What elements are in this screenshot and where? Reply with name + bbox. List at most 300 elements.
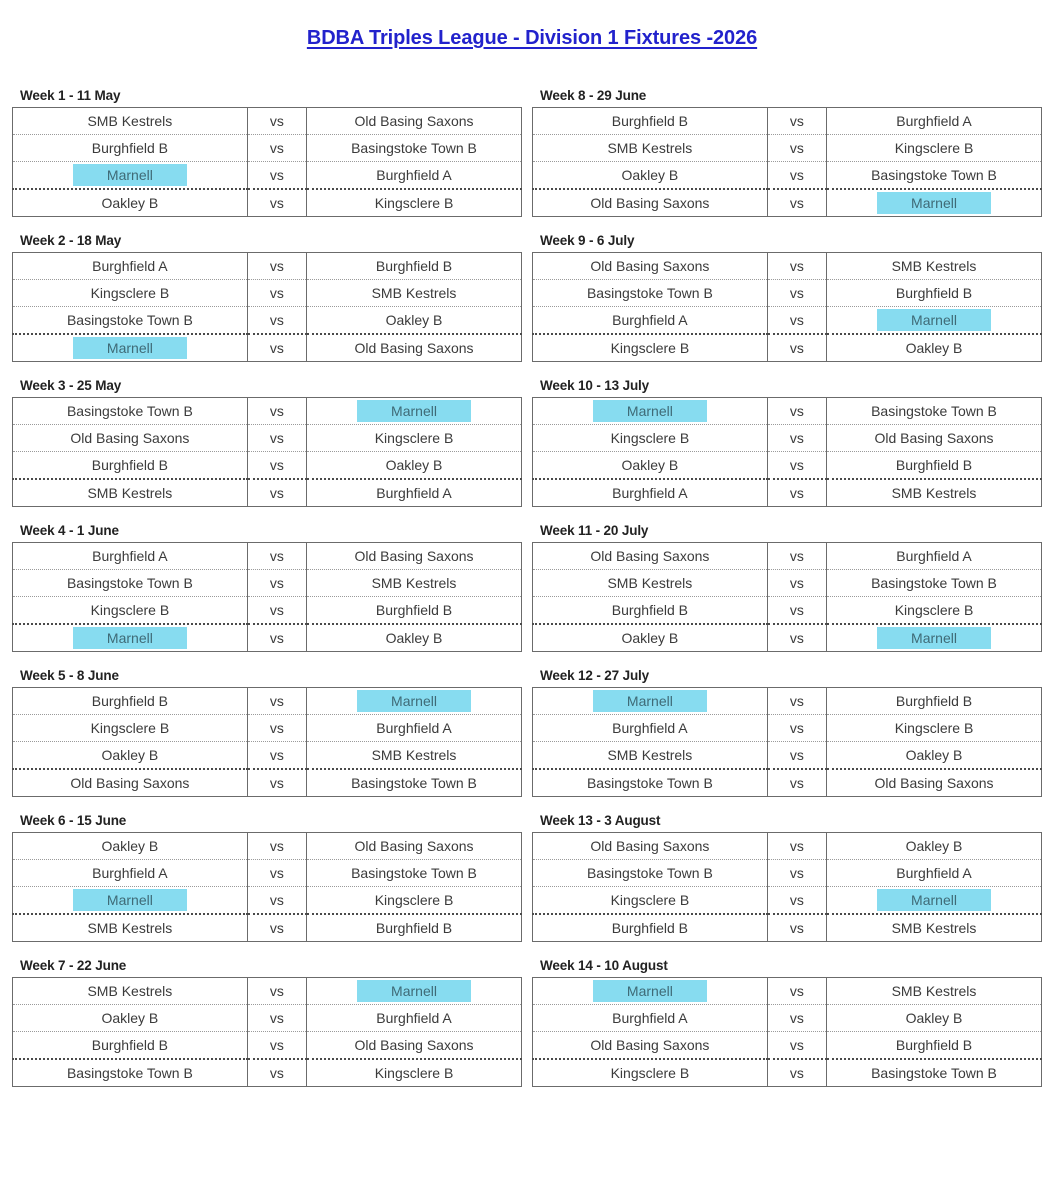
versus-cell: vs [767, 914, 826, 942]
team-label: SMB Kestrels [371, 747, 457, 763]
fixture-row [533, 570, 1042, 597]
versus-cell: vs [247, 624, 306, 652]
fixture-row [13, 452, 522, 480]
fixture-row [533, 108, 1042, 135]
fixture-row [533, 769, 1042, 797]
versus-cell: vs [247, 833, 306, 860]
team-label: Oakley B [621, 630, 679, 646]
away-team-cell [827, 978, 1042, 1005]
home-team-cell [13, 108, 248, 135]
team-label: Burghfield A [92, 548, 168, 564]
team-label: Burghfield A [612, 485, 688, 501]
away-team-cell [307, 1032, 522, 1060]
team-label: SMB Kestrels [87, 485, 173, 501]
away-team-cell [827, 860, 1042, 887]
team-label: Basingstoke Town B [66, 403, 193, 419]
week-heading: Week 13 - 3 August [540, 813, 661, 828]
home-team-cell [533, 914, 768, 942]
versus-cell: vs [247, 978, 306, 1005]
team-label: Burghfield B [895, 693, 973, 709]
fixture-row [13, 570, 522, 597]
fixture-row [533, 1059, 1042, 1087]
versus-cell: vs [247, 860, 306, 887]
versus-cell: vs [767, 1032, 826, 1060]
team-label: Oakley B [905, 1010, 963, 1026]
team-label: Kingsclere B [90, 285, 170, 301]
away-team-cell [307, 253, 522, 280]
versus-cell: vs [247, 715, 306, 742]
away-team-cell [307, 162, 522, 190]
highlighted-team-label: Marnell [357, 980, 471, 1002]
team-label: Basingstoke Town B [586, 865, 713, 881]
week-heading: Week 12 - 27 July [540, 668, 650, 683]
week-fixture-table [532, 397, 1042, 507]
week-heading: Week 3 - 25 May [20, 378, 122, 393]
team-label: Burghfield B [375, 602, 453, 618]
fixture-row [533, 715, 1042, 742]
team-label: Basingstoke Town B [351, 775, 477, 791]
fixture-row [13, 833, 522, 860]
team-label: SMB Kestrels [87, 920, 173, 936]
week-heading: Week 1 - 11 May [20, 88, 121, 103]
home-team-cell [13, 978, 248, 1005]
versus-cell: vs [247, 543, 306, 570]
away-team-cell [307, 769, 522, 797]
week-fixture-table [532, 977, 1042, 1087]
home-team-cell [13, 334, 248, 362]
versus-cell: vs [247, 570, 306, 597]
team-label: Old Basing Saxons [590, 548, 710, 564]
team-label: Burghfield A [376, 167, 452, 183]
team-label: Kingsclere B [374, 1065, 454, 1081]
fixture-row [13, 914, 522, 942]
team-label: Basingstoke Town B [586, 775, 713, 791]
team-label: Burghfield B [91, 693, 169, 709]
home-team-cell [533, 452, 768, 480]
week-fixture-table [12, 542, 522, 652]
away-team-cell [827, 769, 1042, 797]
away-team-cell [827, 334, 1042, 362]
home-team-cell [533, 1032, 768, 1060]
versus-cell: vs [247, 253, 306, 280]
versus-cell: vs [247, 334, 306, 362]
week-fixture-table [12, 977, 522, 1087]
team-label: Old Basing Saxons [590, 838, 710, 854]
home-team-cell [13, 860, 248, 887]
home-team-cell [13, 833, 248, 860]
versus-cell: vs [247, 769, 306, 797]
home-team-cell [13, 742, 248, 770]
team-label: Burghfield A [92, 258, 168, 274]
highlighted-team-label: Marnell [593, 400, 707, 422]
fixture-row [533, 688, 1042, 715]
away-team-cell [827, 597, 1042, 625]
home-team-cell [533, 715, 768, 742]
team-label: Kingsclere B [894, 720, 974, 736]
home-team-cell [533, 887, 768, 915]
team-label: SMB Kestrels [607, 747, 693, 763]
team-label: Burghfield B [375, 920, 453, 936]
versus-cell: vs [767, 860, 826, 887]
home-team-cell [13, 253, 248, 280]
team-label: Burghfield A [376, 1010, 452, 1026]
team-label: SMB Kestrels [891, 920, 977, 936]
team-label: Burghfield B [611, 602, 689, 618]
team-label: Burghfield A [376, 720, 452, 736]
team-label: Kingsclere B [374, 430, 454, 446]
team-label: Oakley B [621, 167, 679, 183]
week-fixture-table [12, 397, 522, 507]
fixture-row [533, 425, 1042, 452]
highlighted-team-label: Marnell [357, 400, 471, 422]
week-block [12, 958, 522, 1087]
home-team-cell [533, 398, 768, 425]
away-team-cell [827, 715, 1042, 742]
fixture-row [13, 108, 522, 135]
home-team-cell [13, 189, 248, 217]
fixture-row [533, 833, 1042, 860]
team-label: Basingstoke Town B [351, 140, 477, 156]
versus-cell: vs [767, 280, 826, 307]
home-team-cell [13, 1005, 248, 1032]
home-team-cell [533, 189, 768, 217]
fixture-row [13, 280, 522, 307]
team-label: Basingstoke Town B [871, 575, 997, 591]
fixture-row [13, 479, 522, 507]
team-label: SMB Kestrels [87, 113, 173, 129]
team-label: Old Basing Saxons [354, 838, 474, 854]
fixture-row [13, 688, 522, 715]
versus-cell: vs [767, 978, 826, 1005]
team-label: Oakley B [385, 312, 443, 328]
team-label: Old Basing Saxons [70, 775, 190, 791]
away-team-cell [307, 1005, 522, 1032]
home-team-cell [533, 1059, 768, 1087]
fixture-row [13, 253, 522, 280]
week-block [12, 523, 522, 652]
team-label: Kingsclere B [90, 602, 170, 618]
fixture-row [533, 978, 1042, 1005]
week-block [12, 378, 522, 507]
versus-cell: vs [247, 887, 306, 915]
team-label: Basingstoke Town B [66, 575, 193, 591]
home-team-cell [13, 769, 248, 797]
home-team-cell [13, 1059, 248, 1087]
versus-cell: vs [767, 253, 826, 280]
team-label: Oakley B [101, 747, 159, 763]
home-team-cell [533, 425, 768, 452]
week-block [12, 668, 522, 797]
home-team-cell [13, 425, 248, 452]
versus-cell: vs [767, 135, 826, 162]
fixture-row [13, 307, 522, 335]
fixture-row [533, 914, 1042, 942]
team-label: Old Basing Saxons [874, 430, 994, 446]
week-heading: Week 14 - 10 August [540, 958, 668, 973]
fixture-row [13, 1005, 522, 1032]
team-label: Burghfield A [612, 720, 688, 736]
fixture-row [533, 135, 1042, 162]
week-heading: Week 2 - 18 May [20, 233, 122, 248]
home-team-cell [533, 543, 768, 570]
home-team-cell [533, 688, 768, 715]
versus-cell: vs [247, 742, 306, 770]
away-team-cell [827, 425, 1042, 452]
home-team-cell [13, 624, 248, 652]
team-label: Oakley B [101, 195, 159, 211]
away-team-cell [307, 189, 522, 217]
team-label: Kingsclere B [894, 602, 974, 618]
team-label: SMB Kestrels [371, 575, 457, 591]
away-team-cell [307, 452, 522, 480]
team-label: Oakley B [905, 340, 963, 356]
away-team-cell [827, 280, 1042, 307]
away-team-cell [827, 189, 1042, 217]
team-label: Kingsclere B [610, 340, 690, 356]
away-team-cell [827, 253, 1042, 280]
versus-cell: vs [247, 398, 306, 425]
week-block [532, 233, 1042, 362]
home-team-cell [533, 280, 768, 307]
highlighted-team-label: Marnell [877, 192, 991, 214]
week-fixture-table [12, 107, 522, 217]
away-team-cell [827, 887, 1042, 915]
away-team-cell [307, 307, 522, 335]
fixture-row [13, 543, 522, 570]
versus-cell: vs [247, 162, 306, 190]
week-fixture-table [12, 832, 522, 942]
team-label: Oakley B [101, 838, 159, 854]
versus-cell: vs [767, 108, 826, 135]
versus-cell: vs [767, 742, 826, 770]
fixture-row [13, 162, 522, 190]
versus-cell: vs [247, 108, 306, 135]
home-team-cell [533, 978, 768, 1005]
week-block [532, 958, 1042, 1087]
home-team-cell [13, 307, 248, 335]
team-label: Basingstoke Town B [871, 403, 997, 419]
away-team-cell [307, 597, 522, 625]
week-block [532, 88, 1042, 217]
highlighted-team-label: Marnell [593, 690, 707, 712]
home-team-cell [533, 108, 768, 135]
versus-cell: vs [767, 597, 826, 625]
team-label: SMB Kestrels [87, 983, 173, 999]
away-team-cell [827, 1005, 1042, 1032]
away-team-cell [307, 715, 522, 742]
away-team-cell [827, 688, 1042, 715]
highlighted-team-label: Marnell [877, 309, 991, 331]
home-team-cell [533, 597, 768, 625]
home-team-cell [13, 452, 248, 480]
away-team-cell [307, 479, 522, 507]
fixture-row [533, 307, 1042, 335]
week-fixture-table [532, 832, 1042, 942]
home-team-cell [13, 1032, 248, 1060]
week-heading: Week 4 - 1 June [20, 523, 119, 538]
away-team-cell [307, 860, 522, 887]
team-label: SMB Kestrels [371, 285, 457, 301]
fixture-row [533, 479, 1042, 507]
team-label: SMB Kestrels [891, 983, 977, 999]
home-team-cell [13, 135, 248, 162]
team-label: Burghfield B [895, 457, 973, 473]
fixture-row [13, 425, 522, 452]
home-team-cell [533, 1005, 768, 1032]
versus-cell: vs [247, 914, 306, 942]
fixture-row [13, 135, 522, 162]
fixture-row [533, 624, 1042, 652]
home-team-cell [13, 914, 248, 942]
home-team-cell [13, 597, 248, 625]
versus-cell: vs [247, 479, 306, 507]
away-team-cell [827, 162, 1042, 190]
team-label: Old Basing Saxons [590, 258, 710, 274]
week-heading: Week 5 - 8 June [20, 668, 119, 683]
highlighted-team-label: Marnell [73, 337, 187, 359]
highlighted-team-label: Marnell [877, 889, 991, 911]
fixtures-grid [0, 88, 1064, 1103]
week-block [12, 813, 522, 942]
week-fixture-table [532, 252, 1042, 362]
versus-cell: vs [247, 1059, 306, 1087]
away-team-cell [307, 334, 522, 362]
team-label: Burghfield A [896, 113, 972, 129]
away-team-cell [307, 978, 522, 1005]
team-label: Burghfield A [376, 485, 452, 501]
home-team-cell [533, 624, 768, 652]
team-label: Oakley B [385, 630, 443, 646]
away-team-cell [307, 398, 522, 425]
week-heading: Week 8 - 29 June [540, 88, 647, 103]
team-label: Burghfield A [896, 865, 972, 881]
week-block [532, 813, 1042, 942]
home-team-cell [13, 280, 248, 307]
team-label: Burghfield B [611, 920, 689, 936]
fixture-row [13, 334, 522, 362]
team-label: Basingstoke Town B [871, 167, 997, 183]
versus-cell: vs [247, 452, 306, 480]
versus-cell: vs [767, 769, 826, 797]
home-team-cell [13, 570, 248, 597]
away-team-cell [827, 135, 1042, 162]
team-label: Oakley B [385, 457, 443, 473]
home-team-cell [533, 334, 768, 362]
fixture-row [533, 452, 1042, 480]
away-team-cell [307, 742, 522, 770]
week-heading: Week 7 - 22 June [20, 958, 127, 973]
away-team-cell [307, 570, 522, 597]
fixture-row [13, 1059, 522, 1087]
fixture-row [533, 742, 1042, 770]
highlighted-team-label: Marnell [877, 627, 991, 649]
home-team-cell [533, 570, 768, 597]
away-team-cell [827, 570, 1042, 597]
team-label: Old Basing Saxons [70, 430, 190, 446]
fixture-row [13, 860, 522, 887]
away-team-cell [827, 108, 1042, 135]
team-label: Old Basing Saxons [590, 195, 710, 211]
fixture-row [533, 860, 1042, 887]
fixture-row [13, 398, 522, 425]
versus-cell: vs [247, 307, 306, 335]
team-label: Old Basing Saxons [354, 340, 474, 356]
home-team-cell [13, 715, 248, 742]
home-team-cell [13, 398, 248, 425]
fixture-row [533, 280, 1042, 307]
away-team-cell [827, 479, 1042, 507]
week-fixture-table [532, 687, 1042, 797]
fixture-row [533, 1005, 1042, 1032]
away-team-cell [827, 1032, 1042, 1060]
home-team-cell [13, 887, 248, 915]
team-label: Basingstoke Town B [871, 1065, 997, 1081]
team-label: Oakley B [621, 457, 679, 473]
highlighted-team-label: Marnell [357, 690, 471, 712]
team-label: Burghfield A [612, 312, 688, 328]
home-team-cell [13, 162, 248, 190]
away-team-cell [307, 543, 522, 570]
team-label: Burghfield A [896, 548, 972, 564]
team-label: Burghfield B [91, 457, 169, 473]
week-block [12, 233, 522, 362]
team-label: Burghfield B [611, 113, 689, 129]
home-team-cell [533, 253, 768, 280]
fixture-row [13, 887, 522, 915]
week-block [12, 88, 522, 217]
home-team-cell [533, 162, 768, 190]
away-team-cell [307, 1059, 522, 1087]
versus-cell: vs [247, 1005, 306, 1032]
week-fixture-table [532, 107, 1042, 217]
versus-cell: vs [247, 597, 306, 625]
week-heading: Week 11 - 20 July [540, 523, 649, 538]
home-team-cell [533, 479, 768, 507]
versus-cell: vs [767, 570, 826, 597]
versus-cell: vs [767, 833, 826, 860]
home-team-cell [533, 833, 768, 860]
team-label: Oakley B [905, 747, 963, 763]
week-heading: Week 6 - 15 June [20, 813, 127, 828]
fixture-row [13, 769, 522, 797]
team-label: Old Basing Saxons [590, 1037, 710, 1053]
versus-cell: vs [247, 280, 306, 307]
versus-cell: vs [767, 1059, 826, 1087]
away-team-cell [827, 543, 1042, 570]
team-label: SMB Kestrels [891, 258, 977, 274]
versus-cell: vs [247, 1032, 306, 1060]
versus-cell: vs [247, 425, 306, 452]
away-team-cell [827, 833, 1042, 860]
versus-cell: vs [767, 307, 826, 335]
week-heading: Week 10 - 13 July [540, 378, 650, 393]
home-team-cell [13, 688, 248, 715]
team-label: Burghfield B [91, 140, 169, 156]
team-label: Kingsclere B [610, 892, 690, 908]
fixture-row [533, 543, 1042, 570]
week-fixture-table [532, 542, 1042, 652]
fixture-row [533, 398, 1042, 425]
team-label: Old Basing Saxons [354, 548, 474, 564]
week-block [532, 523, 1042, 652]
team-label: Old Basing Saxons [354, 1037, 474, 1053]
team-label: Burghfield A [612, 1010, 688, 1026]
page-title-container [0, 0, 1064, 50]
fixture-row [13, 597, 522, 625]
away-team-cell [827, 398, 1042, 425]
home-team-cell [13, 543, 248, 570]
fixture-row [13, 978, 522, 1005]
